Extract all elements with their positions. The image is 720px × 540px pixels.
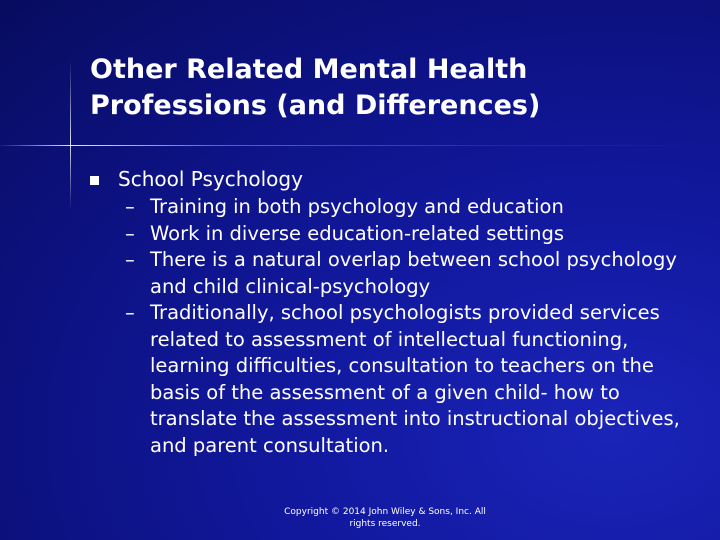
- sub-bullet-text: There is a natural overlap between school psychology and child clinical-psychology: [150, 248, 677, 298]
- decorative-horizontal-line: [0, 145, 720, 146]
- title-line-2: Professions (and Differences): [90, 90, 541, 121]
- sub-bullet-text: Traditionally, school psychologists provided services related to assessment of intellectual functioning, learning difficulties, consultation to teachers on the basis of the assessment of a given child- how to translate the assessment into instructional objectives, and parent consultation.: [150, 301, 680, 457]
- sub-bullet-item: [88, 247, 708, 300]
- sub-bullet-item: [88, 221, 708, 248]
- bullet-school-psychology: [88, 165, 708, 194]
- sub-bullet-text: Work in diverse education-related settings: [150, 221, 564, 245]
- bullet-text: School Psychology: [118, 167, 303, 191]
- square-bullet-icon: [90, 176, 99, 185]
- sub-bullet-item: [88, 300, 708, 459]
- dash-bullet-icon: –: [125, 221, 135, 245]
- footer-line-2: rights reserved.: [349, 519, 421, 529]
- sub-bullet-text: Training in both psychology and education: [150, 195, 564, 218]
- decorative-vertical-line: [70, 60, 71, 210]
- slide-body: [88, 165, 708, 459]
- title-line-1: Other Related Mental Health: [90, 54, 528, 85]
- sub-bullet-item: [88, 194, 708, 221]
- slide-title: [90, 52, 690, 124]
- dash-bullet-icon: –: [125, 195, 135, 218]
- dash-bullet-icon: –: [125, 248, 135, 271]
- copyright-footer: [270, 506, 500, 530]
- footer-line-1: Copyright © 2014 John Wiley & Sons, Inc. All: [284, 507, 486, 517]
- sub-bullet-list: [88, 194, 708, 459]
- dash-bullet-icon: –: [125, 301, 135, 324]
